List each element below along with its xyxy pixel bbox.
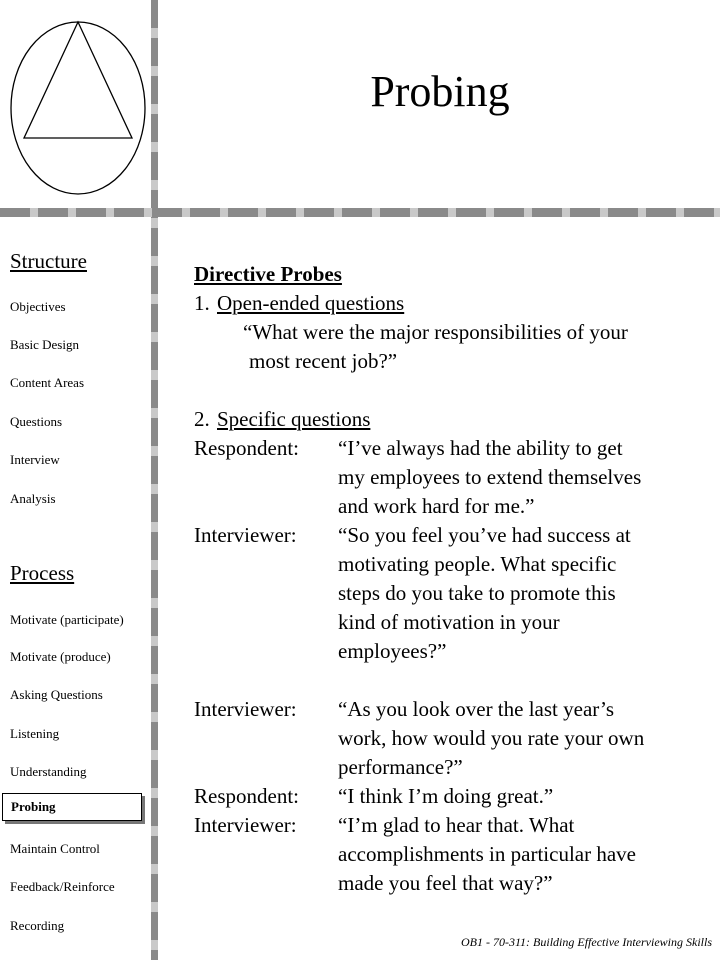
item1-quote-line: most recent job?” — [249, 349, 398, 373]
nav-item-understanding[interactable]: Understanding — [10, 764, 87, 779]
speaker-label: Interviewer: — [194, 523, 297, 547]
nav-item-motivate-produce[interactable]: Motivate (produce) — [10, 649, 111, 664]
dialogue-line: motivating people. What specific — [338, 552, 617, 576]
nav-item-asking-questions[interactable]: Asking Questions — [10, 687, 103, 702]
dialogue-line: work, how would you rate your own — [338, 726, 645, 750]
nav-item-basic-design[interactable]: Basic Design — [10, 337, 79, 352]
dialogue-line: kind of motivation in your — [338, 610, 560, 634]
dialogue-line: “I’m glad to hear that. What — [338, 813, 575, 837]
dialogue-line: accomplishments in particular have — [338, 842, 636, 866]
item1-label: Open-ended questions — [217, 291, 405, 315]
section-heading: Directive Probes — [194, 262, 342, 286]
speaker-label: Respondent: — [194, 784, 299, 808]
nav-item-listening[interactable]: Listening — [10, 726, 60, 741]
dialogue-line: made you feel that way?” — [338, 871, 553, 895]
item2-number: 2. — [194, 407, 210, 431]
triangle-in-circle-logo — [8, 18, 148, 198]
vertical-divider — [151, 0, 158, 960]
nav-item-motivate-participate[interactable]: Motivate (participate) — [10, 612, 124, 627]
nav-heading-process[interactable]: Process — [10, 561, 75, 585]
speaker-label: Respondent: — [194, 436, 299, 460]
dialogue-line: and work hard for me.” — [338, 494, 535, 518]
dialogue-line: steps do you take to promote this — [338, 581, 616, 605]
horizontal-divider — [0, 208, 720, 217]
nav-item-interview[interactable]: Interview — [10, 452, 60, 467]
item2-label: Specific questions — [217, 407, 371, 431]
nav-heading-structure[interactable]: Structure — [10, 249, 87, 273]
dialogue-line: performance?” — [338, 755, 463, 779]
dialogue-line: “So you feel you’ve had success at — [338, 523, 631, 547]
speaker-label: Interviewer: — [194, 697, 297, 721]
speaker-label: Interviewer: — [194, 813, 297, 837]
nav-item-feedback-reinforce[interactable]: Feedback/Reinforce — [10, 879, 115, 894]
nav-item-probing-label: Probing — [11, 799, 56, 814]
dialogue-line: “I think I’m doing great.” — [338, 784, 554, 808]
nav-item-maintain-control[interactable]: Maintain Control — [10, 841, 100, 856]
nav-item-questions[interactable]: Questions — [10, 414, 62, 429]
item1-quote-line: “What were the major responsibilities of your — [243, 320, 628, 344]
nav-item-analysis[interactable]: Analysis — [10, 491, 56, 506]
nav-item-recording[interactable]: Recording — [10, 918, 65, 933]
footer-course-label: OB1 - 70-311: Building Effective Interviewing Skills — [460, 935, 712, 949]
nav-item-probing-active[interactable] — [2, 793, 144, 823]
nav-item-content-areas[interactable]: Content Areas — [10, 375, 85, 390]
dialogue-line: “I’ve always had the ability to get — [338, 436, 623, 460]
dialogue-line: “As you look over the last year’s — [338, 697, 615, 721]
dialogue-line: employees?” — [338, 639, 447, 663]
dialogue-line: my employees to extend themselves — [338, 465, 642, 489]
nav-item-objectives[interactable]: Objectives — [10, 299, 66, 314]
page-title: Probing — [370, 67, 510, 116]
item1-number: 1. — [194, 291, 210, 315]
